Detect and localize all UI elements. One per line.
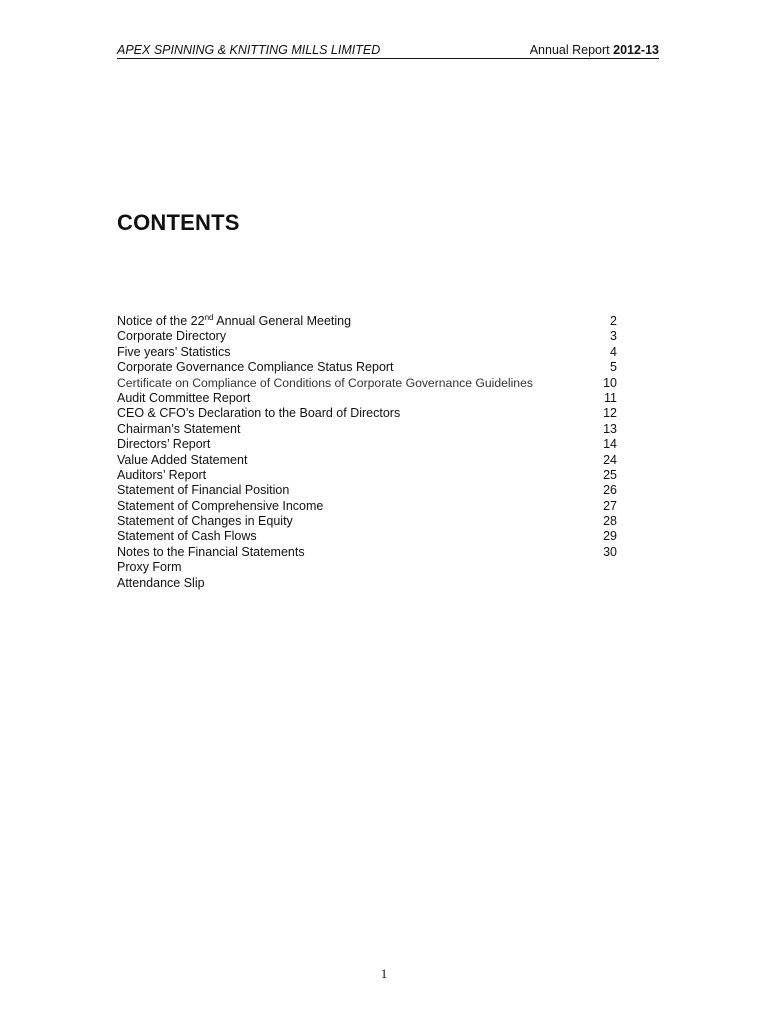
report-title: [530, 42, 659, 58]
report-year: 2012-13: [613, 43, 659, 57]
toc-item: [117, 453, 617, 468]
toc-item-page: 27: [603, 498, 617, 513]
toc-item-title: CEO & CFO’s Declaration to the Board of Directors: [117, 406, 401, 421]
toc-item-title: Statement of Comprehensive Income: [117, 498, 324, 513]
toc-item-page: 28: [603, 514, 617, 529]
toc-item: [117, 391, 617, 406]
page-header: [117, 42, 659, 59]
toc-item-page: 14: [603, 437, 617, 452]
toc-item-title: [117, 314, 351, 329]
company-name: APEX SPINNING & KNITTING MILLS LIMITED: [117, 43, 381, 57]
toc-item-title: Value Added Statement: [117, 452, 248, 467]
toc-item-page: 30: [603, 544, 617, 559]
toc-item-page: 24: [603, 452, 617, 467]
toc-item-title: Chairman’s Statement: [117, 421, 241, 436]
toc-item-title: Notes to the Financial Statements: [117, 544, 305, 559]
contents-heading: CONTENTS: [117, 210, 240, 235]
toc-item: [117, 406, 617, 421]
toc-item: [117, 560, 617, 575]
toc-item: [117, 437, 617, 452]
toc-item-page: 12: [603, 406, 617, 421]
toc-item-title: Certificate on Compliance of Conditions of Corporate Governance Guidelines: [117, 375, 533, 390]
table-of-contents: [117, 314, 617, 591]
page-number: 1: [380, 966, 388, 981]
toc-item-title: Statement of Cash Flows: [117, 529, 257, 544]
toc-item-title: Audit Committee Report: [117, 390, 251, 405]
toc-item-page: 4: [610, 344, 617, 359]
toc-item: [117, 360, 617, 375]
toc-item-notice: [117, 314, 617, 329]
toc-item: [117, 376, 617, 391]
toc-item-page: 26: [603, 483, 617, 498]
toc-item: [117, 345, 617, 360]
notice-superscript: nd: [204, 313, 214, 322]
toc-item: [117, 499, 617, 514]
toc-item-title: Auditors’ Report: [117, 467, 207, 482]
toc-item: [117, 468, 617, 483]
toc-item-page: 3: [610, 329, 617, 344]
toc-item: [117, 545, 617, 560]
toc-item-title: Corporate Directory: [117, 329, 227, 344]
toc-item-page: 29: [603, 529, 617, 544]
toc-item: [117, 576, 617, 591]
toc-item-page: 5: [610, 360, 617, 375]
toc-item: [117, 329, 617, 344]
toc-item-title: Statement of Changes in Equity: [117, 514, 293, 529]
toc-item-page: 2: [610, 314, 617, 328]
notice-suffix: Annual General Meeting: [213, 314, 352, 328]
toc-item-page: 13: [603, 421, 617, 436]
toc-item-title: Statement of Financial Position: [117, 483, 290, 498]
report-label: Annual Report: [529, 43, 610, 57]
toc-item: [117, 514, 617, 529]
toc-item-title: Attendance Slip: [117, 575, 205, 590]
toc-item-title: Directors’ Report: [117, 437, 211, 452]
toc-item: [117, 529, 617, 544]
toc-item: [117, 422, 617, 437]
toc-item-page: 25: [603, 467, 617, 482]
toc-item-title: Proxy Form: [117, 560, 182, 575]
toc-item-page: 11: [604, 390, 617, 405]
toc-item-page: 10: [603, 375, 617, 390]
toc-item-title: Five years’ Statistics: [117, 344, 231, 359]
toc-item: [117, 483, 617, 498]
notice-prefix: Notice of the 22: [117, 314, 205, 328]
toc-item-title: Corporate Governance Compliance Status Report: [117, 360, 394, 375]
